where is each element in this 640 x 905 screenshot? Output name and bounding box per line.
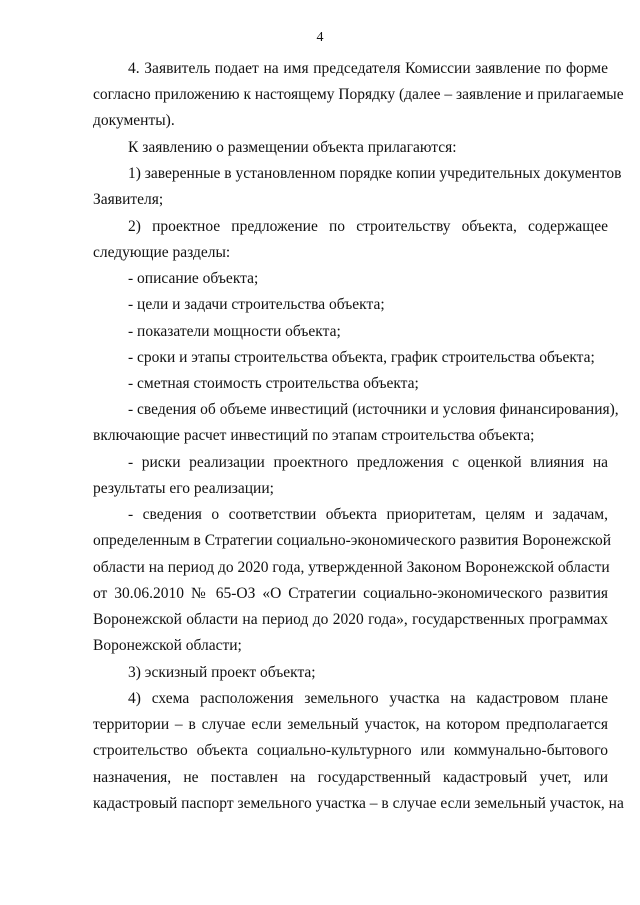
text-line: К заявлению о размещении объекта прилагаются: bbox=[128, 139, 457, 156]
list-item: - сведения об объеме инвестиций (источники и условия финансирования), bbox=[128, 401, 619, 418]
text-line: следующие разделы: bbox=[93, 244, 231, 261]
text-line: результаты его реализации; bbox=[93, 480, 274, 497]
text-line: 4) схема расположения земельного участка на кадастровом плане bbox=[128, 690, 608, 707]
text-line: 1) заверенные в установленном порядке копии учредительных документов bbox=[128, 165, 622, 182]
text-line: 4. Заявитель подает на имя председателя Комиссии заявление по форме bbox=[128, 60, 608, 77]
text-line: Заявителя; bbox=[93, 191, 164, 208]
text-line: территории – в случае если земельный участок, на котором предполагается bbox=[93, 716, 608, 733]
text-line: согласно приложению к настоящему Порядку (далее – заявление и прилагаемые bbox=[93, 86, 624, 103]
text-line: определенным в Стратегии социально-экономического развития Воронежской bbox=[93, 532, 612, 549]
list-item: - сроки и этапы строительства объекта, график строительства объекта; bbox=[128, 349, 595, 366]
text-line: 3) эскизный проект объекта; bbox=[128, 664, 316, 681]
text-line: 2) проектное предложение по строительству объекта, содержащее bbox=[128, 218, 608, 235]
list-item: - цели и задачи строительства объекта; bbox=[128, 296, 385, 313]
text-line: назначения, не поставлен на государственный кадастровый учет, или bbox=[93, 769, 608, 786]
text-line: кадастровый паспорт земельного участка – в случае если земельный участок, на bbox=[93, 795, 624, 812]
text-line: от 30.06.2010 № 65-ОЗ «О Стратегии социально-экономического развития bbox=[93, 585, 608, 602]
list-item: - риски реализации проектного предложения с оценкой влияния на bbox=[128, 454, 608, 471]
text-line: Воронежской области; bbox=[93, 637, 242, 654]
text-line: включающие расчет инвестиций по этапам строительства объекта; bbox=[93, 427, 535, 444]
text-line: строительство объекта социально-культурного или коммунально-бытового bbox=[93, 742, 608, 759]
list-item: - описание объекта; bbox=[128, 270, 259, 287]
text-line: области на период до 2020 года, утвержденной Законом Воронежской области bbox=[93, 559, 610, 576]
page-number: 4 bbox=[316, 30, 324, 45]
list-item: - показатели мощности объекта; bbox=[128, 323, 341, 340]
text-line: документы). bbox=[93, 112, 175, 129]
text-line: Воронежской области на период до 2020 года», государственных программах bbox=[93, 611, 608, 628]
list-item: - сведения о соответствии объекта приоритетам, целям и задачам, bbox=[128, 506, 608, 523]
list-item: - сметная стоимость строительства объекта; bbox=[128, 375, 419, 392]
